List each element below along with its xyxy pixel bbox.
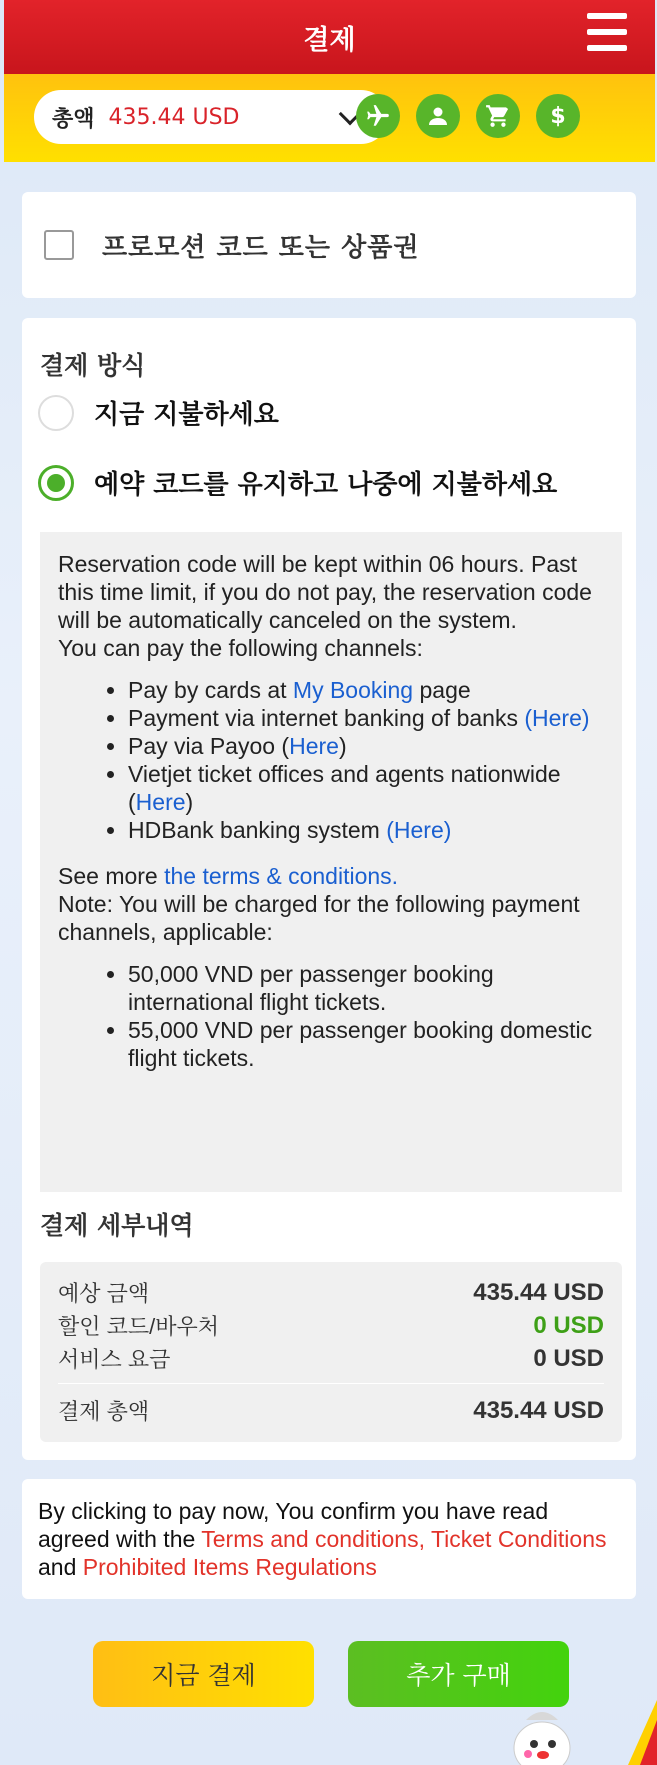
- list-item: • Pay via Payoo (Here): [128, 732, 604, 760]
- radio-pay-now[interactable]: [38, 395, 74, 431]
- payment-method-title: 결제 방식: [40, 351, 146, 380]
- list-item: • Payment via internet banking of banks (Here): [128, 704, 604, 732]
- divider: [58, 1383, 604, 1384]
- total-dropdown[interactable]: [34, 90, 388, 144]
- cart-icon[interactable]: [476, 94, 520, 138]
- promo-label: 프로모션 코드 또는 상품권: [102, 232, 420, 263]
- fee-note: Note: You will be charged for the following payment channels, applicable:: [58, 891, 580, 945]
- payment-details-title: 결제 세부내역: [40, 1211, 194, 1240]
- terms-notice: By clicking to pay now, You confirm you have read agreed with the Terms and conditions, Ticket Conditions and Prohibited Items Regulations: [22, 1479, 636, 1599]
- payment-details-box: [40, 1262, 622, 1442]
- detail-row-total: 결제 총액 435.44 USD: [58, 1396, 604, 1424]
- decoration-icon: [628, 1700, 657, 1765]
- header-bar: [4, 0, 655, 74]
- list-item: • 50,000 VND per passenger booking international flight tickets.: [128, 960, 604, 1016]
- internet-banking-link[interactable]: (Here): [524, 705, 590, 731]
- option-pay-now[interactable]: [38, 394, 279, 431]
- info-intro: Reservation code will be kept within 06 hours. Past this time limit, if you do not pay, the reservation code will be automatically canceled on the system.: [58, 551, 592, 633]
- pay-later-info: [40, 532, 622, 1192]
- plane-icon[interactable]: [356, 94, 400, 138]
- detail-row-discount: 할인 코드/바우처 0 USD: [58, 1311, 604, 1339]
- fee-list: [58, 960, 604, 1072]
- pay-now-button[interactable]: 지금 결제: [93, 1641, 314, 1707]
- terms-conditions-link[interactable]: Terms and conditions, Ticket Conditions: [201, 1526, 607, 1552]
- terms-link[interactable]: the terms & conditions.: [164, 863, 399, 889]
- option-pay-later-label: 예약 코드를 유지하고 나중에 지불하세요: [94, 470, 558, 500]
- total-label: 총액: [52, 106, 95, 132]
- person-icon[interactable]: [416, 94, 460, 138]
- page-title: 결제: [303, 24, 356, 56]
- prohibited-items-link[interactable]: Prohibited Items Regulations: [82, 1554, 377, 1580]
- add-purchase-button[interactable]: 추가 구매: [348, 1641, 569, 1707]
- promo-code-card[interactable]: [22, 192, 636, 298]
- mascot-icon: [506, 1700, 576, 1765]
- payment-method-card: [22, 318, 636, 1460]
- info-channels-intro: You can pay the following channels:: [58, 635, 423, 661]
- list-item: • HDBank banking system (Here): [128, 816, 604, 844]
- promo-checkbox[interactable]: [44, 230, 74, 260]
- hdbank-link[interactable]: (Here): [386, 817, 452, 843]
- total-value: 435.44 USD: [108, 104, 240, 130]
- option-pay-later[interactable]: [38, 464, 557, 501]
- detail-row-service-fee: 서비스 요금 0 USD: [58, 1344, 604, 1372]
- summary-toolbar: [4, 74, 655, 162]
- see-more-text: See more the terms & conditions.: [58, 863, 399, 889]
- detail-row-estimate: 예상 금액 435.44 USD: [58, 1278, 604, 1306]
- channel-list: [58, 676, 604, 844]
- hamburger-menu-icon[interactable]: [587, 13, 627, 51]
- radio-pay-later[interactable]: [38, 465, 74, 501]
- ticket-offices-link[interactable]: Here: [135, 789, 186, 815]
- payoo-link[interactable]: Here: [289, 733, 339, 759]
- list-item: • 55,000 VND per passenger booking domestic flight tickets.: [128, 1016, 604, 1072]
- my-booking-link[interactable]: My Booking: [292, 677, 414, 703]
- dollar-icon[interactable]: $: [536, 94, 580, 138]
- list-item: • Vietjet ticket offices and agents nationwide (Here): [128, 760, 604, 816]
- list-item: • Pay by cards at My Booking page: [128, 676, 604, 704]
- option-pay-now-label: 지금 지불하세요: [94, 400, 279, 430]
